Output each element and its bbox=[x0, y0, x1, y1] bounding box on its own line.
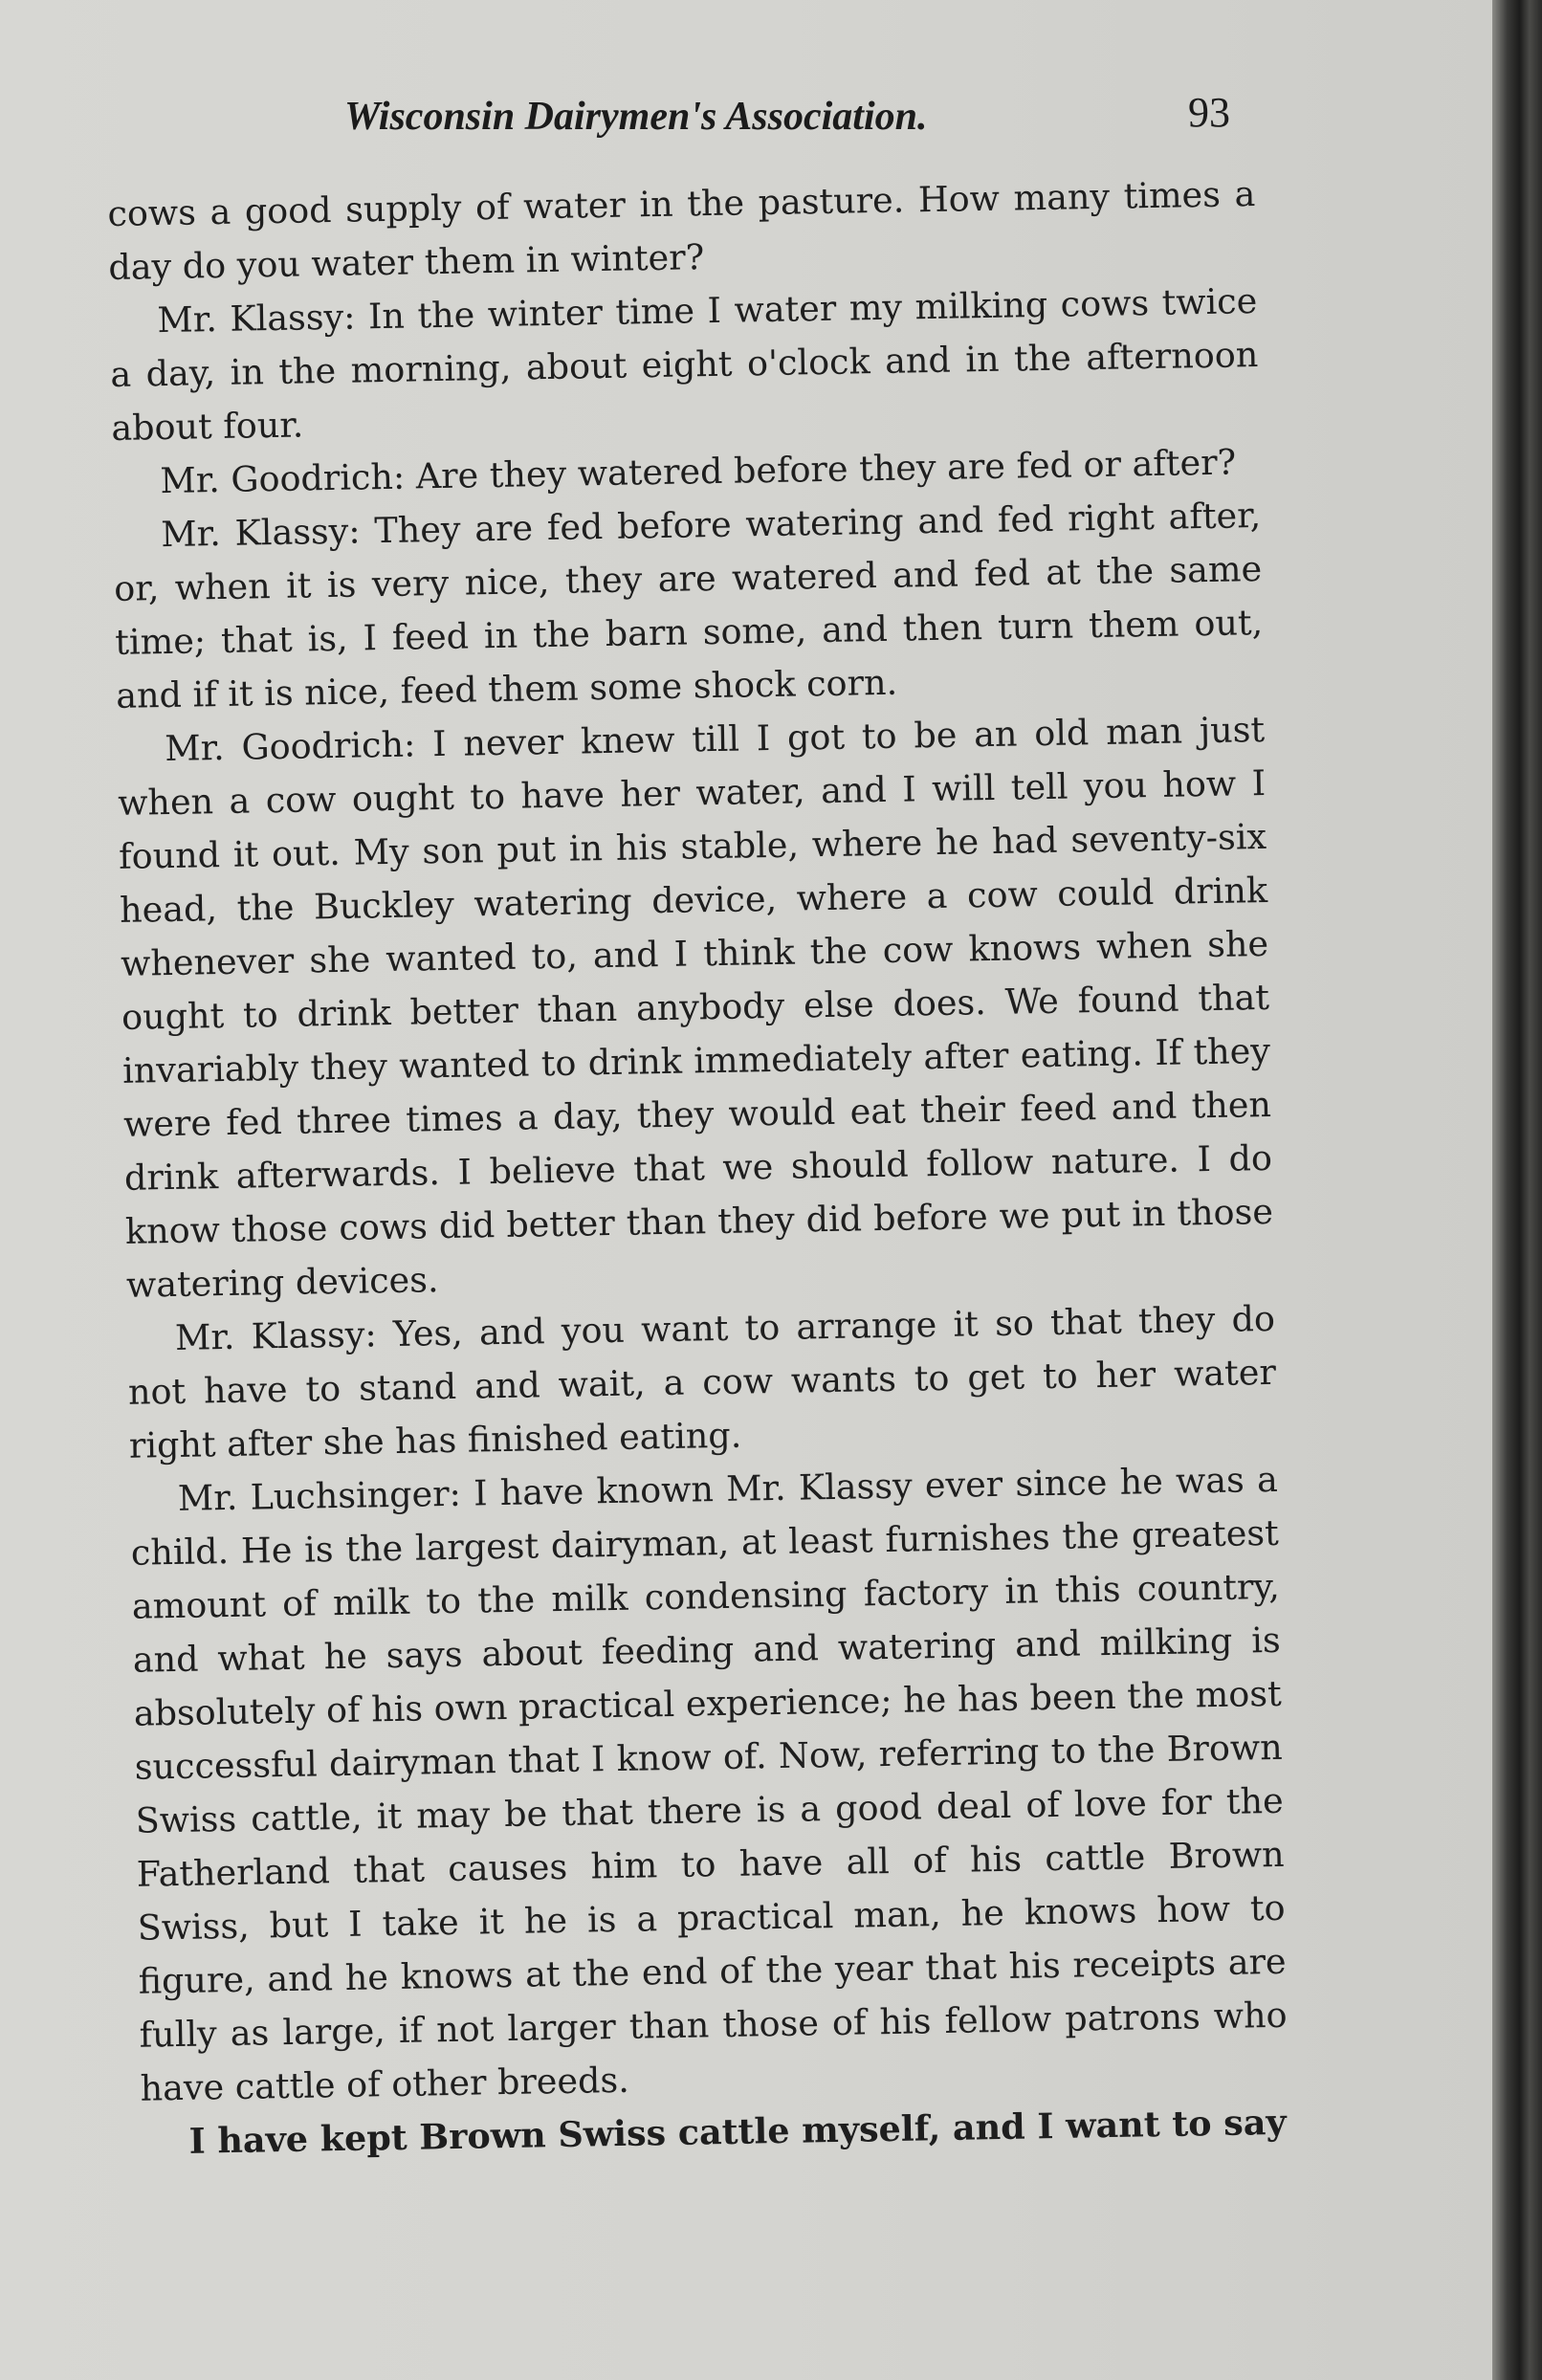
body-text bbox=[107, 167, 1289, 2170]
page-binding-edge bbox=[1492, 0, 1542, 2380]
paragraph-luchsinger: Mr. Luchsinger: I have known Mr. Klassy ever since he was a child. He is the largest dairyman, at least furnishes the greatest amount of milk to the milk condensing factory in this country, and what he says about feeding and watering and milking is absolutely of his own practical experience; he has been the most successful dairyman that I know of. Now, referring to the Brown Swiss cattle, it may be that there is a good deal of love for the Fatherland that causes him to have all of his cattle Brown Swiss, but I take it he is a practical man, he knows how to figure, and he knows at the end of the year that his receipts are fully as large, if not larger than those of his fellow patrons who have cattle of other breeds. bbox=[130, 1458, 1288, 2109]
paragraph-goodrich-2: Mr. Goodrich: I never knew till I got to be an old man just when a cow ought to have her water, and I will tell you how I found it out. My son put in his stable, where he had seventy-six head, the Buckley watering device, where a cow could drink whenever she wanted to, and I think the cow knows when she ought to drink better than anybody else does. We found that invariably they wanted to drink immediately after eating. If they were fed three times a day, they would eat their feed and then drink afterwards. I believe that we should follow nature. I do know those cows did better than they did before we put in those watering devices. bbox=[117, 708, 1274, 1306]
paragraph-klassy-2: Mr. Klassy: They are fed before watering and fed right after, or, when it is very nice, they are watered and fed at the same time; that is, I feed in the barn some, and then turn them out, and if it is nice, feed them some shock corn. bbox=[113, 495, 1264, 716]
running-head bbox=[0, 88, 1492, 155]
page-number: 93 bbox=[1188, 89, 1230, 136]
paragraph-klassy-3: Mr. Klassy: Yes, and you want to arrange it so that they do not have to stand and wait, a cow wants to get to her water right after she has finished eating. bbox=[127, 1297, 1277, 1466]
running-title: Wisconsin Dairymen's Association. bbox=[344, 95, 928, 139]
paragraph-continuation: cows a good supply of water in the pasture. How many times a day do you water them in winter? bbox=[107, 173, 1256, 288]
paragraph-final: I have kept Brown Swiss cattle myself, and I want to say bbox=[188, 2101, 1287, 2162]
paragraph-klassy-1: Mr. Klassy: In the winter time I water my milking cows twice a day, in the morning, about eight o'clock and in the afternoon about four. bbox=[110, 280, 1259, 449]
paragraph-goodrich-1: Mr. Goodrich: Are they watered before they are fed or after? bbox=[159, 441, 1237, 502]
